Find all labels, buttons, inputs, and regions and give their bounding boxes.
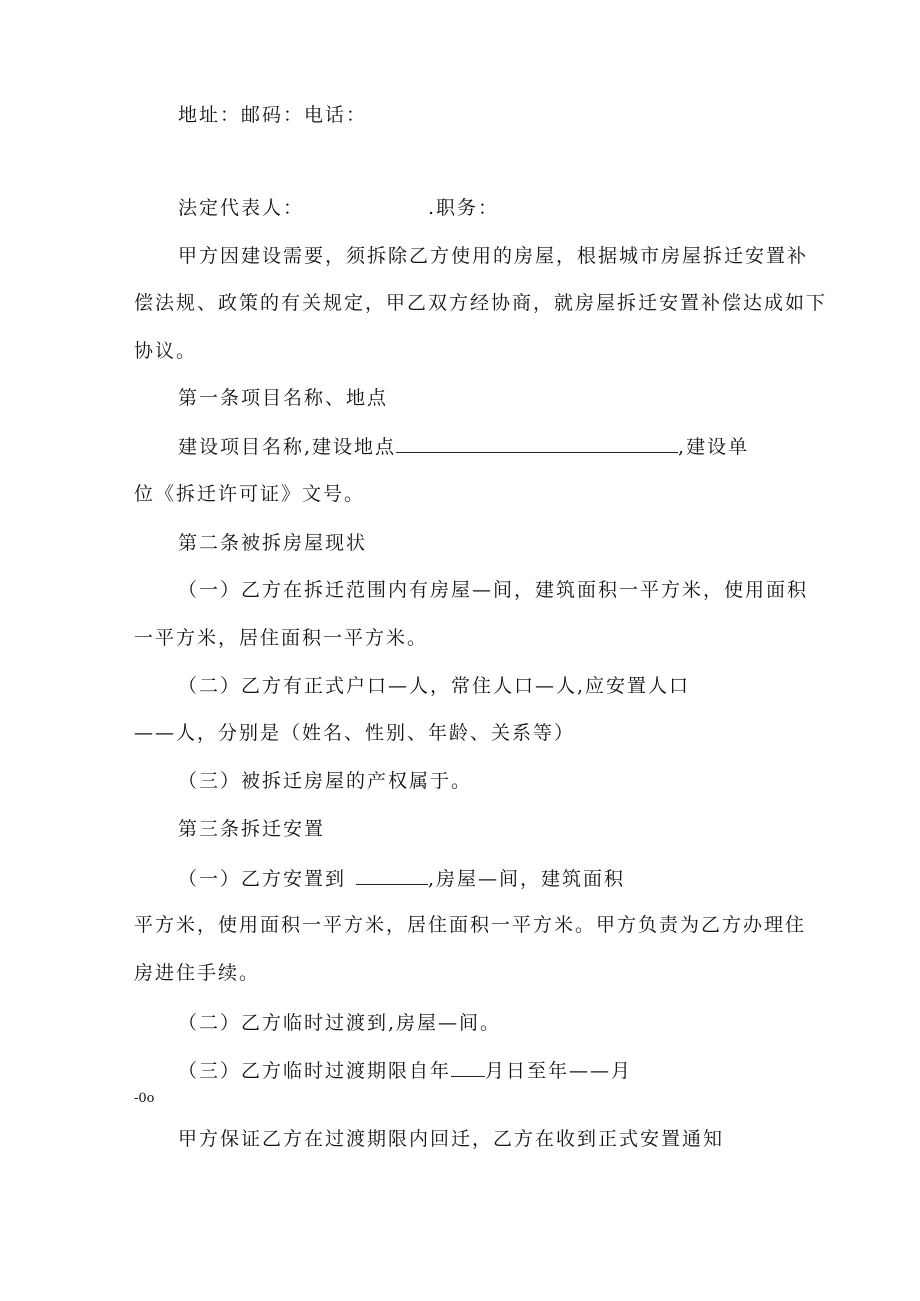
project-name-label: 建设项目名称,建设地点 (178, 436, 397, 458)
relocation-label: （一）乙方安置到 (178, 868, 347, 890)
article-2-item-2-line-2: ——人，分别是（姓名、性别、年龄、关系等） (134, 722, 576, 744)
preamble-line-2: 偿法规、政策的有关规定，甲乙双方经协商，就房屋拆迁安置补偿达成如下 (134, 292, 828, 314)
article-3-item-1-line-3: 房进住手续。 (134, 962, 261, 984)
article-1-line-1 (178, 434, 749, 459)
article-3-item-2: （二）乙方临时过渡到,房屋—间。 (178, 1012, 502, 1034)
guarantee-line: 甲方保证乙方在过渡期限内回迁，乙方在收到正式安置通知 (178, 1128, 725, 1150)
preamble-line-3: 协议。 (134, 340, 198, 362)
legal-representative-label: 法定代表人： (178, 197, 305, 219)
construction-unit-label: ,建设单 (678, 436, 750, 458)
article-2-heading: 第二条被拆房屋现状 (178, 532, 368, 554)
article-3-item-3-line-1 (178, 1058, 632, 1083)
article-3-heading: 第三条拆迁安置 (178, 818, 326, 840)
address-line: 地址：邮码：电话： (178, 104, 368, 126)
article-3-item-1-line-2: 平方米，使用面积一平方米，居住面积一平方米。甲方负责为乙方办理住 (134, 914, 807, 936)
transition-period-label: （三）乙方临时过渡期限自年 (178, 1060, 452, 1082)
blank-underline (396, 434, 678, 453)
position-label: .职务： (428, 197, 500, 219)
article-3-item-3-line-2: -0o (134, 1091, 155, 1106)
preamble-line-1: 甲方因建设需要，须拆除乙方使用的房屋，根据城市房屋拆迁安置补 (178, 245, 809, 267)
article-2-item-1-line-2: 一平方米，居住面积一平方米。 (134, 627, 429, 649)
legal-representative-line (178, 196, 499, 220)
article-2-item-1-line-1: （一）乙方在拆迁范围内有房屋—间，建筑面积一平方米，使用面积 (178, 579, 809, 601)
blank-underline (451, 1058, 485, 1077)
article-3-item-1-line-1 (178, 866, 625, 891)
article-2-item-2-line-1: （二）乙方有正式户口—人，常住人口—人,应安置人口 (178, 675, 691, 697)
housing-label: ,房屋—间，建筑面积 (428, 868, 626, 890)
article-1-heading: 第一条项目名称、地点 (178, 387, 389, 409)
article-1-line-2: 位《拆迁许可证》文号。 (134, 483, 366, 505)
article-2-item-3: （三）被拆迁房屋的产权属于。 (178, 770, 473, 792)
transition-period-end: 月日至年——月 (485, 1060, 633, 1082)
blank-underline (356, 866, 428, 885)
